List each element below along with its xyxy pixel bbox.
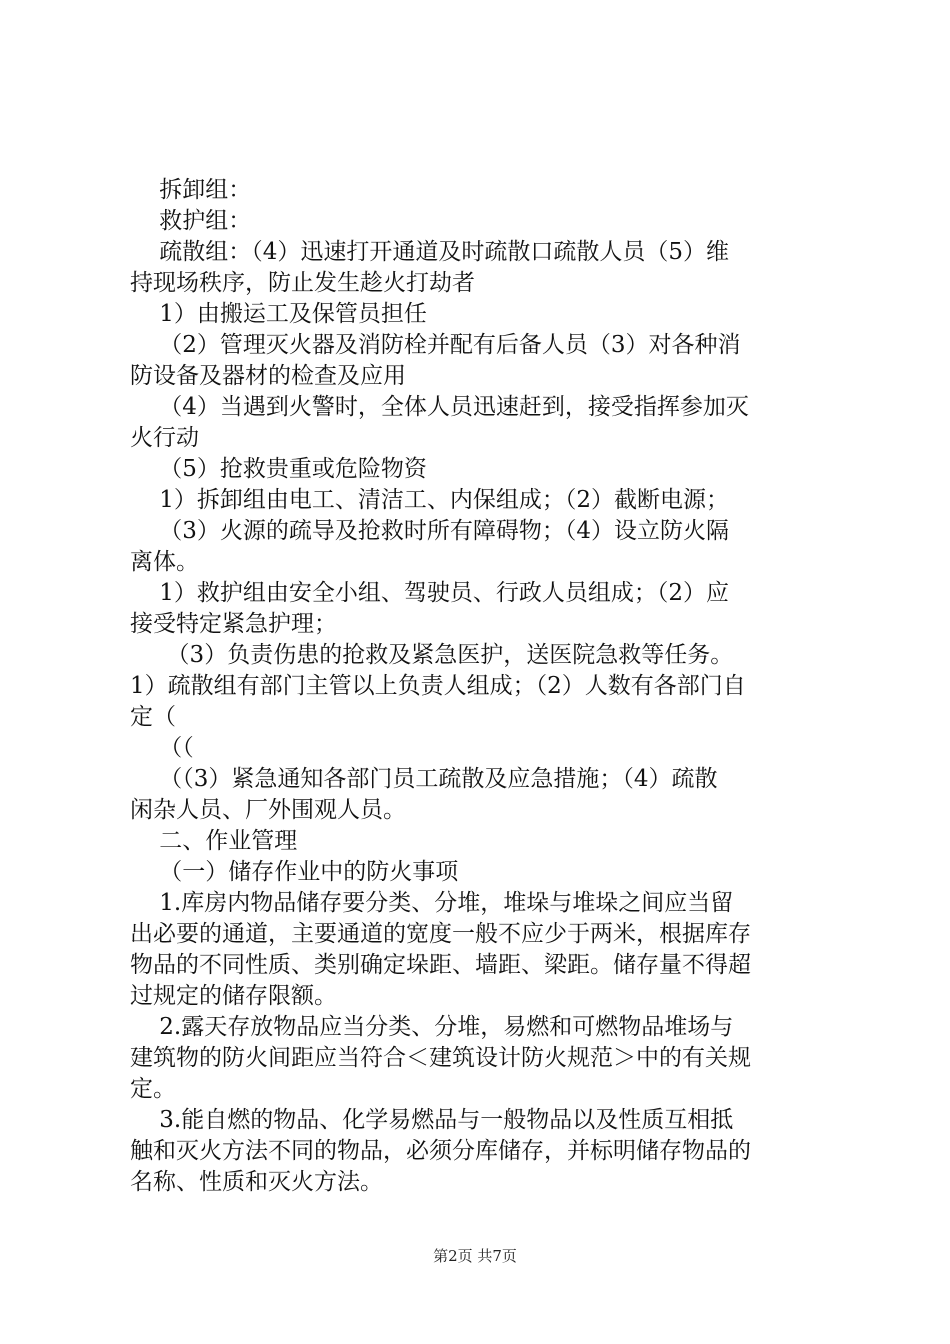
text-line: （（ — [130, 735, 194, 761]
text-line: 拆卸组： — [130, 177, 252, 203]
text-line: 疏散组：（4）迅速打开通道及时疏散口疏散人员（5）维 — [130, 239, 730, 265]
text-line: （5）抢救贵重或危险物资 — [130, 456, 427, 482]
text-line: 持现场秩序，防止发生趁火打劫者 — [130, 270, 475, 296]
text-line: 1）拆卸组由电工、清洁工、内保组成；（2）截断电源； — [130, 487, 730, 513]
text-line: 救护组： — [130, 208, 252, 234]
text-line: （2）管理灭火器及消防栓并配有后备人员（3）对各种消 — [130, 332, 741, 358]
text-line: （4）当遇到火警时，全体人员迅速赶到，接受指挥参加灭 — [130, 394, 749, 420]
text-line: 防设备及器材的检查及应用 — [130, 363, 406, 389]
text-line: 物品的不同性质、类别确定垛距、墙距、梁距。储存量不得超 — [130, 952, 751, 978]
text-line: 火行动 — [130, 425, 199, 451]
text-line: 出必要的通道，主要通道的宽度一般不应少于两米，根据库存 — [130, 921, 751, 947]
subsection-heading: （一）储存作业中的防火事项 — [130, 859, 459, 885]
text-line: 离体。 — [130, 549, 199, 575]
page-number-footer: 第2页 共7页 — [433, 1247, 517, 1265]
text-line: 定（ — [130, 704, 176, 730]
document-body — [130, 175, 835, 1198]
text-line: 1）由搬运工及保管员担任 — [130, 301, 427, 327]
text-line: 定。 — [130, 1076, 176, 1102]
text-line: 3.能自燃的物品、化学易燃品与一般物品以及性质互相抵 — [130, 1107, 734, 1133]
text-line: 建筑物的防火间距应当符合＜建筑设计防火规范＞中的有关规 — [130, 1045, 751, 1071]
text-line: 1.库房内物品储存要分类、分堆，堆垛与堆垛之间应当留 — [130, 890, 734, 916]
text-line: （3）负责伤患的抢救及紧急医护，送医院急救等任务。 — [130, 642, 734, 668]
text-line: 名称、性质和灭火方法。 — [130, 1169, 383, 1195]
text-line: 1）救护组由安全小组、驾驶员、行政人员组成；（2）应 — [130, 580, 730, 606]
text-line: （（3）紧急通知各部门员工疏散及应急措施；（4）疏散 — [130, 766, 718, 792]
section-heading: 二、作业管理 — [130, 828, 298, 854]
text-line: 过规定的储存限额。 — [130, 983, 337, 1009]
text-line: 接受特定紧急护理； — [130, 611, 337, 637]
text-line: 触和灭火方法不同的物品，必须分库储存，并标明储存物品的 — [130, 1138, 751, 1164]
text-line: 1）疏散组有部门主管以上负责人组成；（2）人数有各部门自 — [130, 673, 746, 699]
text-line: 闲杂人员、厂外围观人员。 — [130, 797, 406, 823]
text-line: （3）火源的疏导及抢救时所有障碍物；（4）设立防火隔 — [130, 518, 730, 544]
text-line: 2.露天存放物品应当分类、分堆，易燃和可燃物品堆场与 — [130, 1014, 734, 1040]
